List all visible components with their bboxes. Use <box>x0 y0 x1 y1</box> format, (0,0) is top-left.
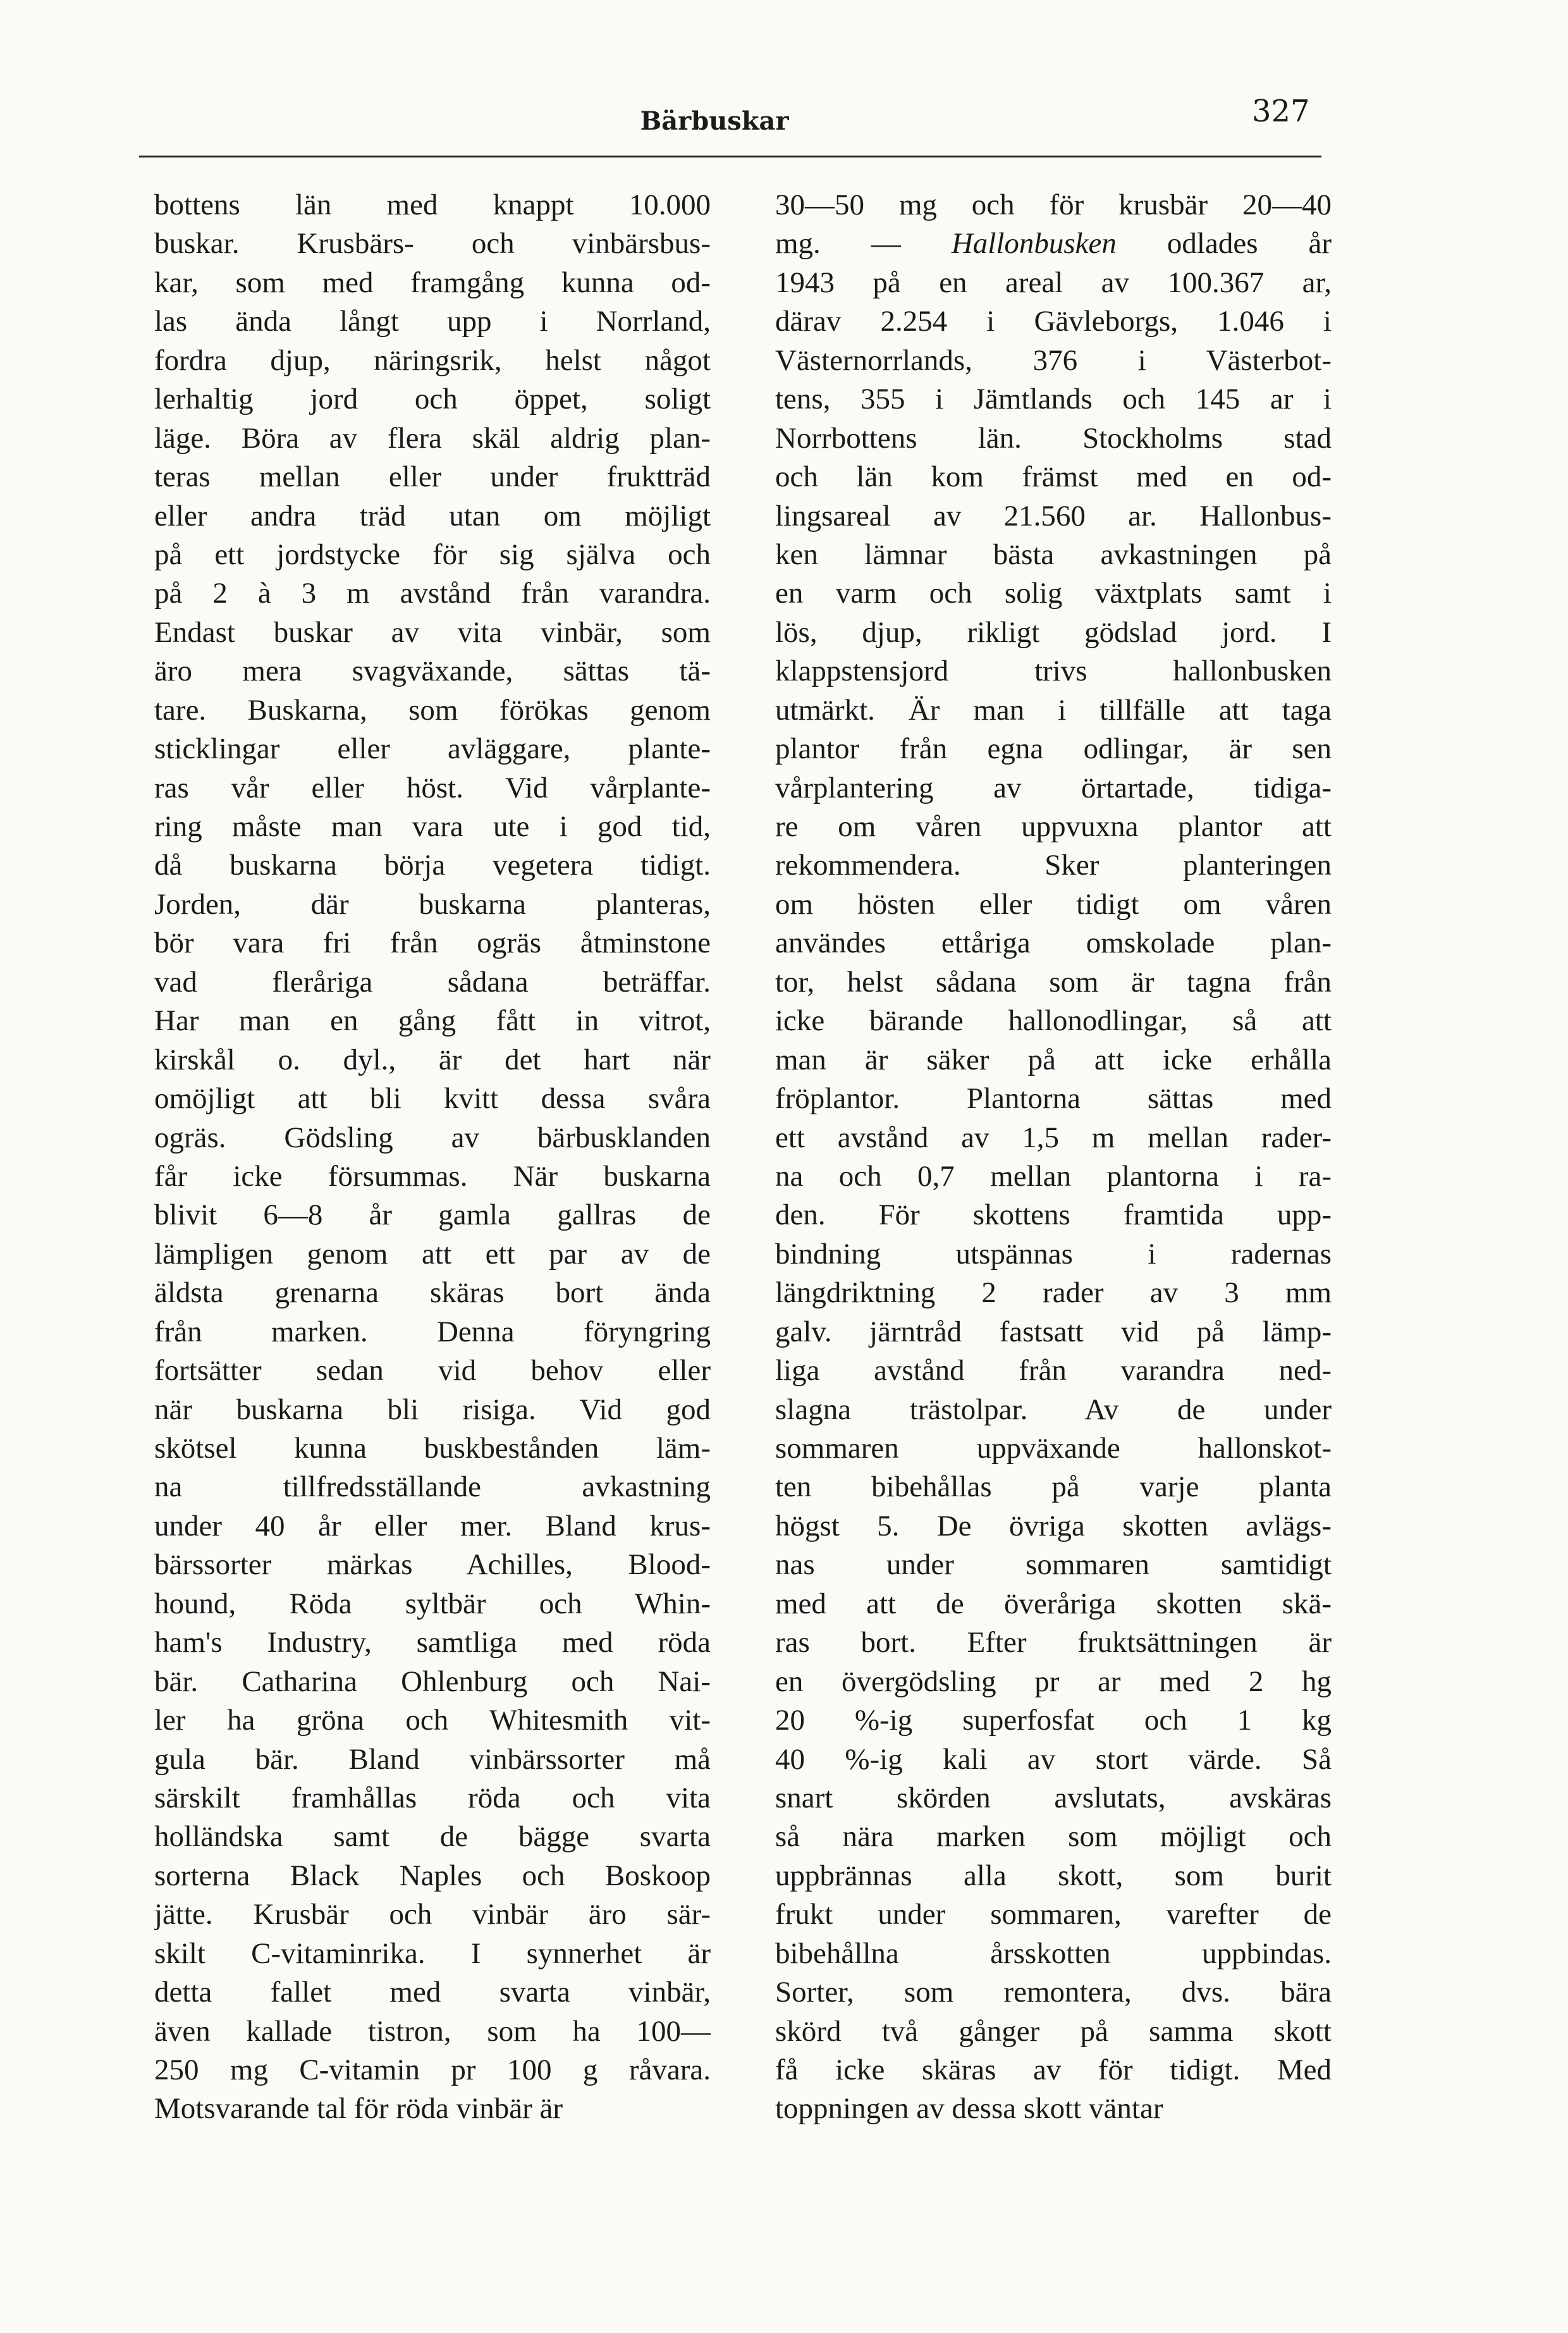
text-line: lerhaltig jord och öppet, soligt <box>154 383 711 416</box>
text-line: även kallade tistron, som ha 100— <box>154 2014 711 2048</box>
text-line: vad fleråriga sådana beträffar. <box>154 965 711 999</box>
text-line: man är säker på att icke erhålla <box>775 1043 1332 1076</box>
text-line: 1943 på en areal av 100.367 ar, <box>775 266 1332 299</box>
text-line: får icke försummas. När buskarna <box>154 1159 711 1193</box>
text-line: Endast buskar av vita vinbär, som <box>154 615 711 649</box>
text-segment: odlades år <box>1116 227 1332 261</box>
text-line: 30—50 mg och för krusbär 20—40 <box>775 188 1332 221</box>
text-line: om hösten eller tidigt om våren <box>775 887 1332 921</box>
text-line: kar, som med framgång kunna od- <box>154 266 711 299</box>
text-line: lämpligen genom att ett par av de <box>154 1237 711 1271</box>
text-line: då buskarna börja vegetera tidigt. <box>154 849 711 882</box>
text-line: tor, helst sådana som är tagna från <box>775 965 1332 999</box>
text-line: bärssorter märkas Achilles, Blood- <box>154 1548 711 1582</box>
text-line: hound, Röda syltbär och Whin- <box>154 1587 711 1620</box>
text-line: snart skörden avslutats, avskäras <box>775 1781 1332 1814</box>
text-line: frukt under sommaren, varefter de <box>775 1898 1332 1931</box>
text-line: ten bibehållas på varje planta <box>775 1470 1332 1504</box>
text-line: tens, 355 i Jämtlands och 145 ar i <box>775 383 1332 416</box>
text-line: re om våren uppvuxna plantor att <box>775 810 1332 843</box>
text-line: från marken. Denna föryngring <box>154 1315 711 1348</box>
text-line: sorterna Black Naples och Boskoop <box>154 1859 711 1892</box>
text-line: bibehållna årsskotten uppbindas. <box>775 1936 1332 1970</box>
text-line <box>775 225 1332 263</box>
text-line: ham's Industry, samtliga med röda <box>154 1626 711 1659</box>
text-line: lös, djup, rikligt gödslad jord. I <box>775 615 1332 649</box>
page-number: 327 <box>1252 94 1310 129</box>
text-line: Sorter, som remontera, dvs. bära <box>775 1976 1332 2009</box>
text-line: galv. järntråd fastsatt vid på lämp- <box>775 1315 1332 1348</box>
text-line: bindning utspännas i radernas <box>775 1237 1332 1271</box>
text-line: ler ha gröna och Whitesmith vit- <box>154 1704 711 1737</box>
header-rule <box>139 156 1321 157</box>
text-line: så nära marken som möjligt och <box>775 1820 1332 1854</box>
text-line: 40 %-ig kali av stort värde. Så <box>775 1742 1332 1776</box>
text-line: liga avstånd från varandra ned- <box>775 1354 1332 1388</box>
text-line: när buskarna bli risiga. Vid god <box>154 1393 711 1426</box>
text-line: därav 2.254 i Gävleborgs, 1.046 i <box>775 305 1332 338</box>
text-line: nas under sommaren samtidigt <box>775 1548 1332 1582</box>
text-line: 20 %-ig superfosfat och 1 kg <box>775 1704 1332 1737</box>
text-line: kirskål o. dyl., är det hart när <box>154 1043 711 1076</box>
text-line: äro mera svagväxande, sättas tä- <box>154 655 711 688</box>
text-line: ring måste man vara ute i god tid, <box>154 810 711 843</box>
text-line: vårplantering av örtartade, tidiga- <box>775 771 1332 804</box>
text-line: uppbrännas alla skott, som burit <box>775 1859 1332 1892</box>
text-line: ken lämnar bästa avkastningen på <box>775 538 1332 571</box>
text-segment: mg. — <box>775 227 952 261</box>
text-line: läge. Böra av flera skäl aldrig plan- <box>154 421 711 455</box>
text-line: bottens län med knappt 10.000 <box>154 188 711 221</box>
text-line: ogräs. Gödsling av bärbusklanden <box>154 1121 711 1154</box>
text-line: skötsel kunna buskbestånden läm- <box>154 1432 711 1465</box>
text-line: under 40 år eller mer. Bland krus- <box>154 1509 711 1542</box>
text-line: Motsvarande tal för röda vinbär är <box>154 2092 563 2126</box>
text-line: ett avstånd av 1,5 m mellan rader- <box>775 1121 1332 1154</box>
text-line: na och 0,7 mellan plantorna i ra- <box>775 1159 1332 1193</box>
text-line: slagna trästolpar. Av de under <box>775 1393 1332 1426</box>
text-line: en varm och solig växtplats samt i <box>775 577 1332 610</box>
text-line: 250 mg C-vitamin pr 100 g råvara. <box>154 2053 711 2086</box>
text-line: längdriktning 2 rader av 3 mm <box>775 1276 1332 1310</box>
text-line: ras vår eller höst. Vid vårplante- <box>154 771 711 804</box>
text-line: gula bär. Bland vinbärssorter må <box>154 1742 711 1776</box>
text-line: bär. Catharina Ohlenburg och Nai- <box>154 1665 711 1698</box>
text-line: sticklingar eller avläggare, plante- <box>154 732 711 766</box>
text-line: fordra djup, näringsrik, helst något <box>154 343 711 377</box>
text-line: en övergödsling pr ar med 2 hg <box>775 1665 1332 1698</box>
text-line: tare. Buskarna, som förökas genom <box>154 693 711 727</box>
text-line: på 2 à 3 m avstånd från varandra. <box>154 577 711 610</box>
left-text-column <box>154 186 711 2129</box>
text-line: skilt C-vitaminrika. I synnerhet är <box>154 1936 711 1970</box>
right-text-column <box>775 186 1332 2129</box>
text-line: skörd två gånger på samma skott <box>775 2014 1332 2048</box>
italic-term: Hallonbusken <box>951 227 1117 261</box>
text-line: och län kom främst med en od- <box>775 460 1332 494</box>
text-line: äldsta grenarna skäras bort ända <box>154 1276 711 1310</box>
text-line: Norrbottens län. Stockholms stad <box>775 421 1332 455</box>
text-line: eller andra träd utan om möjligt <box>154 499 711 532</box>
text-line: användes ettåriga omskolade plan- <box>775 926 1332 960</box>
text-line: blivit 6—8 år gamla gallras de <box>154 1198 711 1232</box>
text-line: toppningen av dessa skott väntar <box>775 2092 1163 2126</box>
text-line: fröplantor. Plantorna sättas med <box>775 1082 1332 1116</box>
text-line: holländska samt de bägge svarta <box>154 1820 711 1854</box>
text-line: lingsareal av 21.560 ar. Hallonbus- <box>775 499 1332 532</box>
text-line: jätte. Krusbär och vinbär äro sär- <box>154 1898 711 1931</box>
text-line: Har man en gång fått in vitrot, <box>154 1004 711 1038</box>
text-line: fortsätter sedan vid behov eller <box>154 1354 711 1388</box>
text-line: Västernorrlands, 376 i Västerbot- <box>775 343 1332 377</box>
text-line: Jorden, där buskarna planteras, <box>154 887 711 921</box>
running-header-title: Bärbuskar <box>640 106 789 136</box>
text-line: få icke skäras av för tidigt. Med <box>775 2053 1332 2086</box>
text-line: ras bort. Efter fruktsättningen är <box>775 1626 1332 1659</box>
text-line: buskar. Krusbärs- och vinbärsbus- <box>154 227 711 261</box>
text-line: rekommendera. Sker planteringen <box>775 849 1332 882</box>
text-line: teras mellan eller under fruktträd <box>154 460 711 494</box>
text-line: na tillfredsställande avkastning <box>154 1470 711 1504</box>
text-line: plantor från egna odlingar, är sen <box>775 732 1332 766</box>
text-line: den. För skottens framtida upp- <box>775 1198 1332 1232</box>
text-line: högst 5. De övriga skotten avlägs- <box>775 1509 1332 1542</box>
text-line: detta fallet med svarta vinbär, <box>154 1976 711 2009</box>
text-line: omöjligt att bli kvitt dessa svåra <box>154 1082 711 1116</box>
text-line: icke bärande hallonodlingar, så att <box>775 1004 1332 1038</box>
text-line: sommaren uppväxande hallonskot- <box>775 1432 1332 1465</box>
text-line: bör vara fri från ogräs åtminstone <box>154 926 711 960</box>
text-line: särskilt framhållas röda och vita <box>154 1781 711 1814</box>
text-line: på ett jordstycke för sig själva och <box>154 538 711 571</box>
text-line: klappstensjord trivs hallonbusken <box>775 655 1332 688</box>
text-line: utmärkt. Är man i tillfälle att taga <box>775 693 1332 727</box>
text-line: med att de överåriga skotten skä- <box>775 1587 1332 1620</box>
text-line: las ända långt upp i Norrland, <box>154 305 711 338</box>
